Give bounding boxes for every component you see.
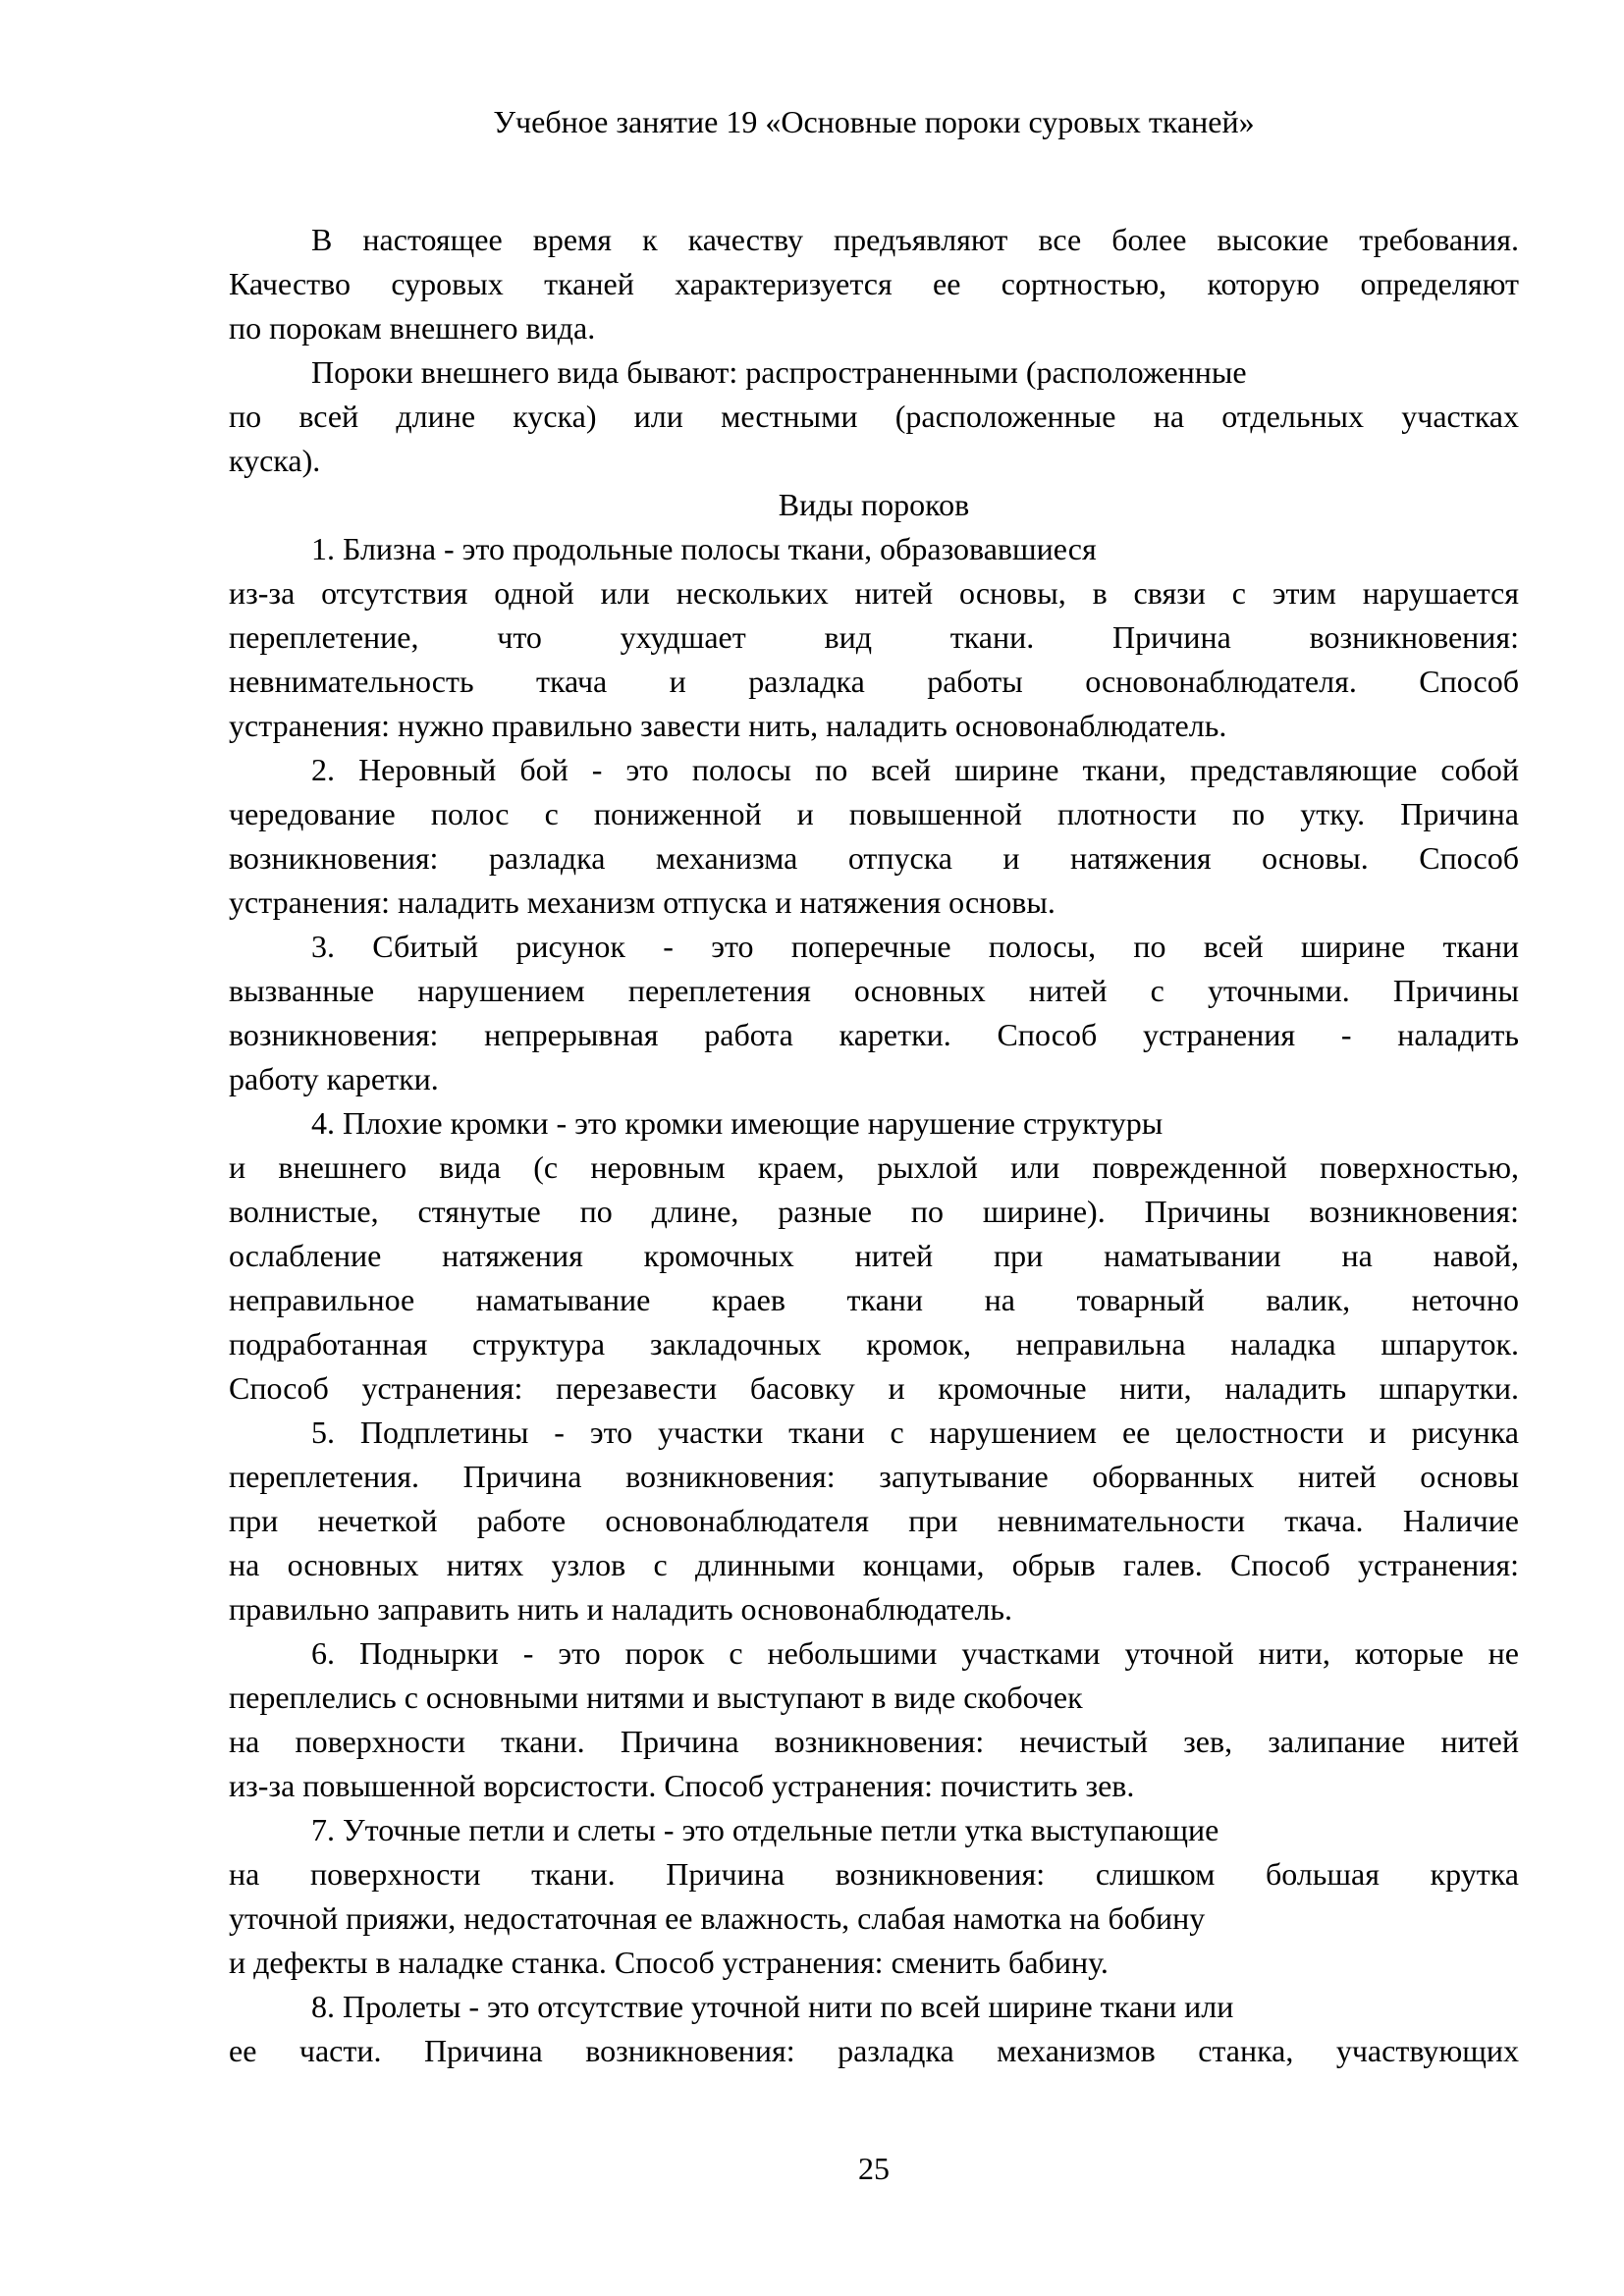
- text-line: по всей длине куска) или местными (расположенные на отдельных участках: [229, 399, 1519, 434]
- text-line: чередование полос с пониженной и повышенной плотности по утку. Причина: [229, 796, 1519, 831]
- text-line: 7. Уточные петли и слеты - это отдельные петли утка выступающие: [311, 1812, 1219, 1847]
- text-line: волнистые, стянутые по длине, разные по ширине). Причины возникновения:: [229, 1194, 1519, 1229]
- text-line: 4. Плохие кромки - это кромки имеющие нарушение структуры: [311, 1105, 1164, 1141]
- text-line: из-за повышенной ворсистости. Способ устранения: почистить зев.: [229, 1768, 1135, 1803]
- text-line: переплетение, что ухудшает вид ткани. Причина возникновения:: [229, 619, 1519, 655]
- text-line: Качество суровых тканей характеризуется ее сортностью, которую определяют: [229, 266, 1519, 301]
- text-line: В настоящее время к качеству предъявляют все более высокие требования.: [311, 222, 1519, 257]
- text-line: Способ устранения: перезавести басовку и кромочные нити, наладить шпарутки.: [229, 1370, 1519, 1406]
- text-line: ее части. Причина возникновения: разладка механизмов станка, участвующих: [229, 2033, 1519, 2068]
- text-line: уточной прияжи, недостаточная ее влажность, слабая намотка на бобину: [229, 1900, 1206, 1936]
- text-line: устранения: нужно правильно завести нить, наладить основонаблюдатель.: [229, 708, 1227, 743]
- text-line: неправильное наматывание краев ткани на товарный валик, неточно: [229, 1282, 1519, 1317]
- text-line: 8. Пролеты - это отсутствие уточной нити по всей ширине ткани или: [311, 1989, 1234, 2024]
- section-heading: Виды пороков: [778, 487, 970, 522]
- text-line: переплелись с основными нитями и выступают в виде скобочек: [229, 1680, 1083, 1715]
- page-number: 25: [858, 2151, 890, 2186]
- text-line: и внешнего вида (с неровным краем, рыхлой или поврежденной поверхностью,: [229, 1149, 1519, 1185]
- document-body: [229, 218, 1519, 2073]
- text-line: и дефекты в наладке станка. Способ устранения: сменить бабину.: [229, 1945, 1109, 1980]
- text-line: из-за отсутствия одной или нескольких нитей основы, в связи с этим нарушается: [229, 575, 1519, 611]
- text-line: куска).: [229, 443, 321, 478]
- page-title: Учебное занятие 19 «Основные пороки суровых тканей»: [493, 104, 1255, 139]
- text-line: на основных нитях узлов с длинными концами, обрыв галев. Способ устранения:: [229, 1547, 1519, 1582]
- text-line: 3. Сбитый рисунок - это поперечные полосы, по всей ширине ткани: [311, 929, 1519, 964]
- text-line: возникновения: непрерывная работа каретки. Способ устранения - наладить: [229, 1017, 1519, 1052]
- text-line: вызванные нарушением переплетения основных нитей с уточными. Причины: [229, 973, 1519, 1008]
- text-line: на поверхности ткани. Причина возникновения: слишком большая крутка: [229, 1856, 1519, 1892]
- text-line: невнимательность ткача и разладка работы основонаблюдателя. Способ: [229, 664, 1519, 699]
- text-line: по порокам внешнего вида.: [229, 310, 596, 346]
- text-line: подработанная структура закладочных кромок, неправильна наладка шпаруток.: [229, 1326, 1519, 1362]
- text-line: переплетения. Причина возникновения: запутывание оборванных нитей основы: [229, 1459, 1519, 1494]
- text-line: на поверхности ткани. Причина возникновения: нечистый зев, залипание нитей: [229, 1724, 1519, 1759]
- text-line: возникновения: разладка механизма отпуска и натяжения основы. Способ: [229, 840, 1519, 876]
- text-line: 2. Неровный бой - это полосы по всей ширине ткани, представляющие собой: [311, 752, 1519, 787]
- text-line: правильно заправить нить и наладить основонаблюдатель.: [229, 1591, 1013, 1627]
- text-line: устранения: наладить механизм отпуска и натяжения основы.: [229, 884, 1056, 920]
- text-line: работу каретки.: [229, 1061, 439, 1096]
- text-line: 1. Близна - это продольные полосы ткани, образовавшиеся: [311, 531, 1097, 566]
- text-line: Пороки внешнего вида бывают: распространенными (расположенные: [311, 354, 1247, 390]
- text-line: 6. Поднырки - это порок с небольшими участками уточной нити, которые не: [311, 1635, 1519, 1671]
- text-line: при нечеткой работе основонаблюдателя при невнимательности ткача. Наличие: [229, 1503, 1519, 1538]
- text-line: ослабление натяжения кромочных нитей при наматывании на навой,: [229, 1238, 1519, 1273]
- text-line: 5. Подплетины - это участки ткани с нарушением ее целостности и рисунка: [311, 1415, 1519, 1450]
